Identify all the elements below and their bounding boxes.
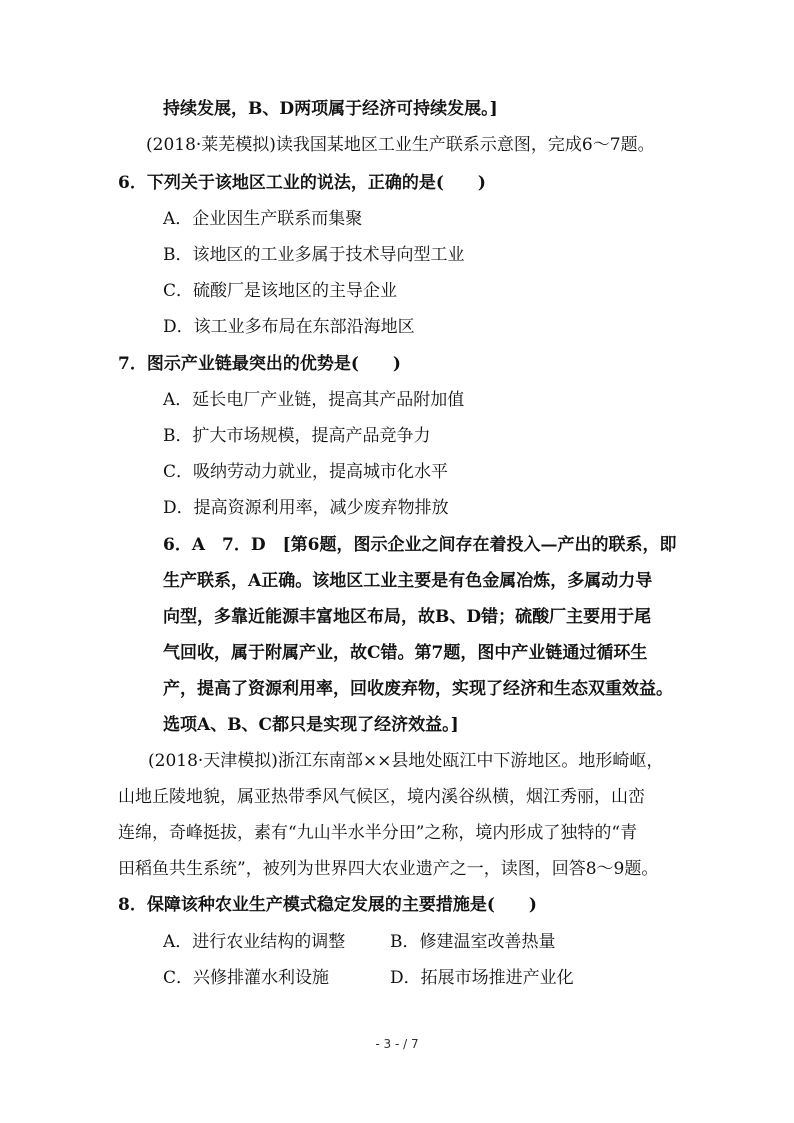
- answer-6-7-line: 选项A、B、C都只是实现了经济效益。]: [163, 715, 459, 735]
- question-8-option-c: C．兴修排灌水利设施: [163, 968, 330, 988]
- question-7-stem: 7．图示产业链最突出的优势是( ): [118, 354, 401, 374]
- previous-answer-tail: 持续发展，B、D两项属于经济可持续发展。]: [163, 99, 498, 119]
- question-6-option-c: C．硫酸厂是该地区的主导企业: [163, 281, 398, 301]
- question-7-option-b: B．扩大市场规模，提高产品竞争力: [163, 426, 431, 446]
- question-8-option-a: A．进行农业结构的调整: [163, 932, 346, 952]
- intro-questions-8-9-line: (2018·天津模拟)浙江东南部××县地处瓯江中下游地区。地形崎岖，: [148, 751, 664, 771]
- answer-6-7-line: 生产联系，A正确。该地区工业主要是有色金属冶炼，多属动力导: [163, 571, 653, 591]
- intro-questions-8-9-line: 连绵，奇峰挺拔，素有“九山半水半分田”之称，境内形成了独特的“青: [118, 823, 638, 843]
- intro-questions-8-9-line: 山地丘陵地貌，属亚热带季风气候区，境内溪谷纵横，烟江秀丽，山峦: [118, 787, 645, 807]
- question-8-option-d: D．拓展市场推进产业化: [390, 968, 574, 988]
- intro-questions-8-9-line: 田稻鱼共生系统”，被列为世界四大农业遗产之一，读图，回答8～9题。: [118, 859, 659, 879]
- question-8-stem: 8．保障该种农业生产模式稳定发展的主要措施是( ): [118, 895, 537, 915]
- page-number: - 3 - / 7: [375, 1037, 419, 1051]
- intro-questions-6-7: (2018·莱芜模拟)读我国某地区工业生产联系示意图，完成6～7题。: [146, 135, 655, 155]
- question-6-stem: 6．下列关于该地区工业的说法，正确的是( ): [118, 173, 486, 193]
- question-7-option-d: D．提高资源利用率，减少废弃物排放: [163, 498, 449, 518]
- question-6-option-d: D．该工业多布局在东部沿海地区: [163, 317, 415, 337]
- question-7-option-c: C．吸纳劳动力就业，提高城市化水平: [163, 462, 449, 482]
- question-8-option-b: B．修建温室改善热量: [390, 932, 556, 952]
- answer-6-7-line: 产，提高了资源利用率，回收废弃物，实现了经济和生态双重效益。: [163, 679, 673, 699]
- answer-6-7-line: 向型，多靠近能源丰富地区布局，故B、D错；硫酸厂主要用于尾: [163, 607, 652, 627]
- question-6-option-b: B．该地区的工业多属于技术导向型工业: [163, 245, 465, 265]
- question-7-option-a: A．延长电厂产业链，提高其产品附加值: [163, 390, 465, 410]
- answer-6-7-line: 气回收，属于附属产业，故C错。第7题，图中产业链通过循环生: [163, 643, 648, 663]
- question-6-option-a: A．企业因生产联系而集聚: [163, 209, 363, 229]
- answer-6-7-line: 6．A 7．D [第6题，图示企业之间存在着投入—产出的联系，即: [163, 535, 677, 555]
